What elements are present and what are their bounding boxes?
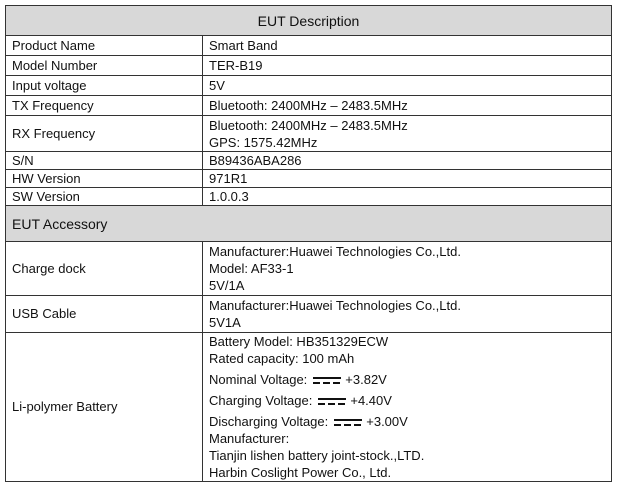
row-value: [203, 242, 612, 296]
section-header-eut-accessory: [6, 206, 612, 242]
row-label: HW Version: [6, 170, 203, 188]
table-row-usb-cable: [6, 296, 612, 333]
row-label: USB Cable: [6, 296, 203, 333]
row-label: S/N: [6, 152, 203, 170]
row-label: RX Frequency: [6, 116, 203, 152]
table-row-product-name: [6, 36, 612, 56]
battery-capacity: Rated capacity: 100 mAh: [209, 351, 355, 366]
table-row-tx-frequency: [6, 96, 612, 116]
table-row-model-number: [6, 56, 612, 76]
charging-voltage-value: +4.40V: [350, 393, 392, 408]
table-row-serial-number: [6, 152, 612, 170]
section-title: EUT Description: [6, 6, 612, 36]
row-value: 971R1: [203, 170, 612, 188]
table-row-rx-frequency: [6, 116, 612, 152]
section-header-eut-description: [6, 6, 612, 36]
value-line: Manufacturer:Huawei Technologies Co.,Ltd.: [209, 244, 461, 259]
battery-manufacturer-1: Tianjin lishen battery joint-stock.,LTD.: [209, 448, 425, 463]
value-line: 5V1A: [209, 315, 241, 330]
nominal-voltage-value: +3.82V: [345, 372, 387, 387]
row-value: Bluetooth: 2400MHz – 2483.5MHz: [203, 96, 612, 116]
value-line: Bluetooth: 2400MHz – 2483.5MHz: [209, 117, 408, 133]
nominal-voltage-label: Nominal Voltage:: [209, 372, 308, 387]
row-label: Product Name: [6, 36, 203, 56]
nominal-voltage-line: [209, 371, 605, 388]
section-title: EUT Accessory: [6, 206, 612, 242]
dc-current-icon: [313, 376, 341, 385]
dc-current-icon: [318, 397, 346, 406]
eut-spec-table: [5, 5, 612, 482]
charging-voltage-line: [209, 392, 605, 409]
eut-spec-table-container: [5, 5, 612, 482]
row-value: 1.0.0.3: [203, 188, 612, 206]
battery-manufacturer-2: Harbin Coslight Power Co., Ltd.: [209, 465, 392, 480]
table-row-charge-dock: [6, 242, 612, 296]
table-row-hw-version: [6, 170, 612, 188]
row-label: Model Number: [6, 56, 203, 76]
battery-model: Battery Model: HB351329ECW: [209, 334, 389, 349]
row-value: [203, 116, 612, 152]
dc-current-icon: [334, 418, 362, 427]
row-value: 5V: [203, 76, 612, 96]
discharging-voltage-value: +3.00V: [366, 414, 408, 429]
battery-manufacturer-label: Manufacturer:: [209, 431, 290, 446]
row-label: Charge dock: [6, 242, 203, 296]
value-line: 5V/1A: [209, 278, 245, 293]
row-value: B89436ABA286: [203, 152, 612, 170]
table-row-input-voltage: [6, 76, 612, 96]
row-label: Input voltage: [6, 76, 203, 96]
table-row-sw-version: [6, 188, 612, 206]
value-line: Manufacturer:Huawei Technologies Co.,Ltd.: [209, 298, 461, 313]
row-label: SW Version: [6, 188, 203, 206]
value-line: Model: AF33-1: [209, 261, 294, 276]
row-value: [203, 296, 612, 333]
row-value: TER-B19: [203, 56, 612, 76]
row-label: Li-polymer Battery: [6, 333, 203, 482]
row-value: Smart Band: [203, 36, 612, 56]
discharging-voltage-label: Discharging Voltage:: [209, 414, 329, 429]
charging-voltage-label: Charging Voltage:: [209, 393, 313, 408]
row-value: [203, 333, 612, 482]
discharging-voltage-line: [209, 413, 605, 430]
row-label: TX Frequency: [6, 96, 203, 116]
value-line: GPS: 1575.42MHz: [209, 134, 318, 150]
table-row-li-polymer-battery: [6, 333, 612, 482]
